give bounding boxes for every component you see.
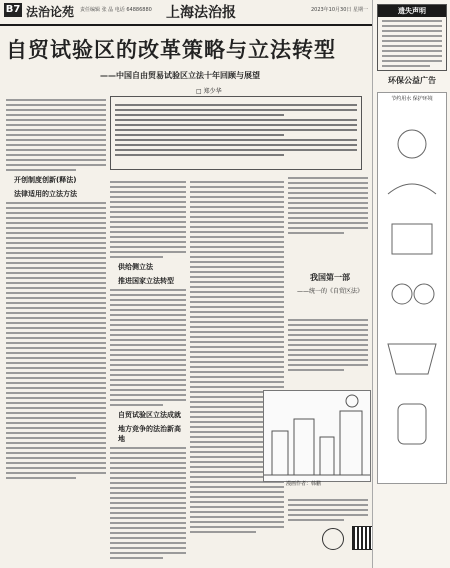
public-ad-cartoon — [377, 92, 447, 484]
newspaper-brand: 上海法治报 — [166, 5, 236, 21]
illustration-caption: 漫画作者：韩鹏 — [286, 481, 322, 487]
article-headline: 自贸试验区的改革策略与立法转型 — [6, 37, 336, 62]
ad-title: 环保公益广告 — [388, 76, 436, 85]
article-subhead: ——中国自由贸易试验区立法十年回顾与展望 — [100, 71, 260, 80]
text-column-5 — [288, 316, 368, 374]
section-title: 地方竞争的法治新高地 — [118, 425, 181, 443]
cartoon-drawing-icon — [378, 104, 446, 464]
section-title: 供给侧立法 — [118, 263, 153, 271]
issue-date: 2023年10月30日 星期一 — [310, 7, 368, 13]
section-title: 自贸试验区立法成就 — [118, 411, 181, 419]
pull-quote-subtitle: ——统一的《自贸区法》 — [296, 288, 363, 295]
text-column-1 — [6, 96, 106, 482]
editor-info: 责任编辑 张 晶 电话 64886880 — [80, 7, 152, 13]
notice-title: 遗失声明 — [378, 5, 446, 17]
article-illustration — [263, 390, 371, 482]
section-title: 开创制度创新(释法) — [14, 176, 77, 184]
section-title: 法律适用的立法方法 — [14, 190, 77, 198]
text-column-6 — [288, 496, 368, 524]
sidebar-column — [372, 0, 450, 568]
cityscape-icon — [264, 391, 370, 481]
page-number: B7 — [5, 4, 21, 15]
pull-quote-title: 我国第一部 — [310, 273, 350, 282]
cartoon-caption: 节约用水 保护环境 — [391, 96, 433, 102]
pull-quote — [294, 260, 366, 310]
notice-box — [377, 4, 447, 71]
text-column-4 — [288, 96, 368, 237]
section-title: 推进国家立法转型 — [118, 277, 174, 285]
newspaper-logo-seal — [322, 528, 344, 550]
text-column-2 — [110, 178, 186, 562]
section-name: 法治论苑 — [26, 5, 75, 19]
article-author: □ 郑少华 — [196, 88, 222, 95]
